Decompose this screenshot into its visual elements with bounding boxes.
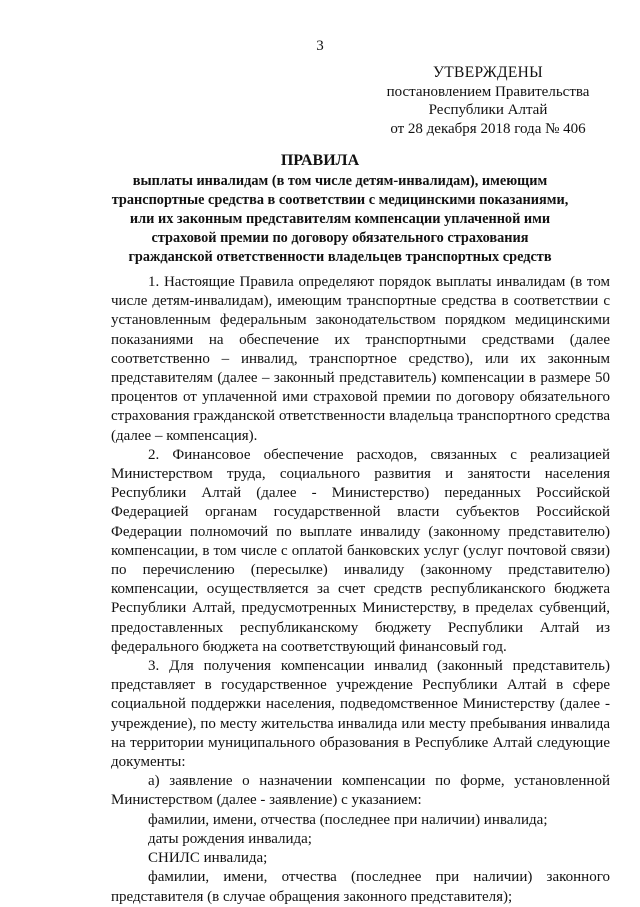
subtitle-line: гражданской ответственности владельцев транспортных средств: [128, 249, 552, 265]
document-subtitle: [110, 172, 570, 267]
paragraph: даты рождения инвалида;: [148, 830, 312, 847]
approval-line: от 28 декабря 2018 года № 406: [390, 120, 586, 137]
page-number: 3: [316, 38, 324, 54]
paragraph: 2. Финансовое обеспечение расходов, связанных с реализацией Министерством труда, социального развития и занятости населения Республики Алтай (далее - Министерство) переданных Российской Федерацией органам государственной власти субъектов Российской Федерации полномочий по выплате инвалиду (законному представителю) компенсации, в том числе с оплатой банковских услуг (услуг почтовой связи) по перечислению (пересылке) инвалиду (законному представителю) компенсации, осуществляется за счет средств республиканского бюджета Республики Алтай, предусмотренных Министерству, в пределах субвенций, предоставленных республиканскому бюджету Республики Алтай из федерального бюджета на соответствующий финансовый год.: [111, 446, 610, 655]
paragraph: фамилии, имени, отчества (последнее при наличии) инвалида;: [148, 811, 548, 828]
paragraph: 1. Настоящие Правила определяют порядок выплаты инвалидам (в том числе детям-инвалидам), имеющим транспортные средства в соответствии с установленным федеральным законодательством порядком медицинскими показаниями на обеспечение их транспортными средствами (далее соответственно – инвалид, транспортное средство), или их законным представителям (далее – законный представитель) компенсации в размере 50 процентов от уплаченной ими страховой премии по договору обязательного страхования гражданской ответственности владельца транспортного средства (далее – компенсация).: [111, 274, 610, 444]
subtitle-line: или их законным представителям компенсации уплаченной ими: [129, 211, 551, 227]
document-body: [111, 273, 610, 907]
paragraph: СНИЛС инвалида;: [148, 850, 268, 867]
approval-line: постановлением Правительства: [386, 83, 590, 100]
paragraph: а) заявление о назначении компенсации по форме, установленной Министерством (далее - заявление) с указанием:: [111, 773, 610, 809]
paragraph: 3. Для получения компенсации инвалид (законный представитель) представляет в государственное учреждение Республики Алтай в сфере социальной поддержки населения, подведомственное Министерству (далее - учреждение), по месту жительства инвалида или месту пребывания инвалида на территории муниципального образования в Республике Алтай следующие документы:: [111, 658, 610, 771]
paragraph: фамилии, имени, отчества (последнее при наличии) законного представителя (в случае обращения законного представителя);: [111, 869, 610, 905]
subtitle-line: транспортные средства в соответствии с медицинскими показаниями,: [111, 192, 569, 208]
approval-title: УТВЕРЖДЕНЫ: [433, 64, 543, 81]
subtitle-line: страховой премии по договору обязательного страхования: [151, 230, 529, 246]
document-title: ПРАВИЛА: [280, 152, 360, 169]
approval-block: [372, 64, 604, 138]
approval-line: Республики Алтай: [428, 102, 548, 118]
subtitle-line: выплаты инвалидам (в том числе детям-инвалидам), имеющим: [132, 173, 548, 189]
